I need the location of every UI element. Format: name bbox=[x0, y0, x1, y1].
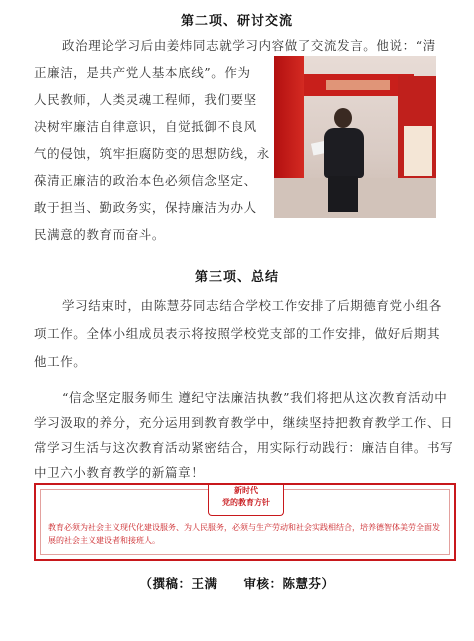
section2-line-4: 决树牢廉洁自律意识，自觉抵御不良风 bbox=[34, 119, 257, 134]
section2-line-3: 人民教师，人类灵魂工程师，我们要坚 bbox=[34, 92, 257, 107]
section2-line-2: 正廉洁，是共产党人基本底线”。作为 bbox=[34, 65, 251, 80]
section2-heading: 第二项、研讨交流 bbox=[180, 14, 293, 29]
section2-line-1: 政治理论学习后由姜炜同志就学习内容做了交流发言。他说：“清 bbox=[62, 38, 436, 53]
section2-line-5: 气的侵蚀，筑牢拒腐防变的思想防线，永 bbox=[34, 146, 270, 161]
section3-line-3: 他工作。 bbox=[34, 354, 87, 369]
banner-title-line-2: 党的教育方针 bbox=[222, 498, 270, 507]
closing-line-4: 中卫六小教育教学的新篇章！ bbox=[34, 465, 205, 480]
banner-body-text: 教育必须为社会主义现代化建设服务、为人民服务，必须与生产劳动和社会实践相结合，培养德智体美劳全面发展的社会主义建设者和接班人。 bbox=[48, 523, 440, 545]
section2-line-7: 敢于担当、勤政务实，保持廉洁为办人 bbox=[34, 200, 257, 215]
section2-line-6: 葆清正廉洁的政治本色必须信念坚定、 bbox=[34, 173, 257, 188]
section2-line-8: 民满意的教育而奋斗。 bbox=[34, 227, 166, 242]
banner-title-line-1: 新时代 bbox=[234, 486, 258, 495]
section3-heading: 第三项、总结 bbox=[194, 270, 279, 285]
section3-line-1: 学习结束时，由陈慧芬同志结合学校工作安排了后期德育党小组各 bbox=[62, 298, 442, 313]
author-credit: （撰稿：王满 审核：陈慧芬） bbox=[139, 576, 335, 591]
education-policy-banner bbox=[34, 483, 456, 561]
speech-photo bbox=[274, 56, 436, 218]
banner-title-cap bbox=[208, 485, 284, 516]
closing-line-3: 常学习生活与这次教育活动紧密结合，用实际行动践行：廉洁自律。书写 bbox=[34, 440, 454, 455]
closing-line-1: “信念坚定服务师生 遵纪守法廉洁执教”我们将把从这次教育活动中 bbox=[62, 390, 448, 405]
section3-line-2: 项工作。全体小组成员表示将按照学校党支部的工作安排，做好后期其 bbox=[34, 326, 441, 341]
closing-line-2: 学习汲取的养分，充分运用到教育教学中，继续坚持把教育教学工作、日 bbox=[34, 415, 454, 430]
